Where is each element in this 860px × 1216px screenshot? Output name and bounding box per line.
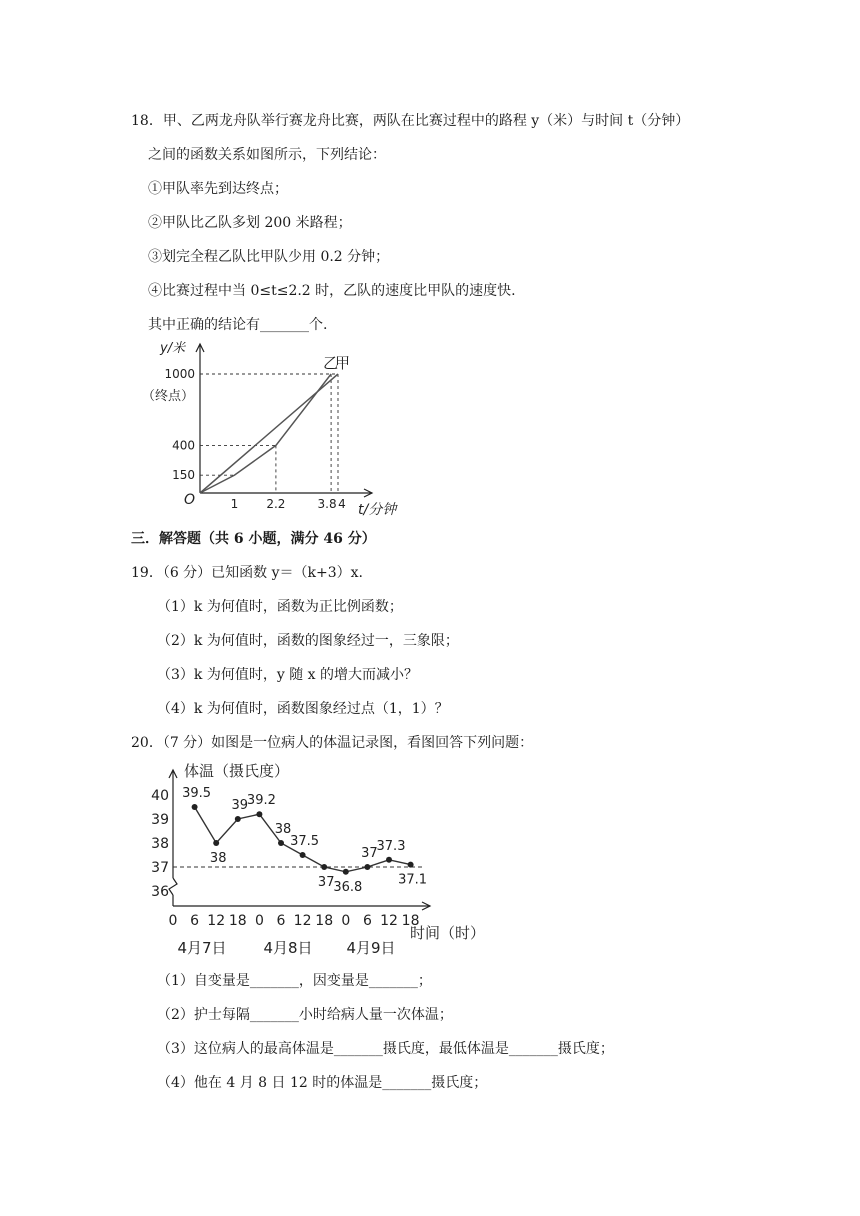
q19-part-4: （4）k 为何值时，函数图象经过点（1，1）？ [157, 701, 449, 717]
series-jia-label: 甲 [335, 354, 351, 372]
y-tick-label: 37 [151, 860, 169, 876]
q19-part-2: （2）k 为何值时，函数的图象经过一，三象限； [157, 633, 459, 649]
x-tick-label: 18 [228, 913, 247, 929]
y-axis-note: （终点） [142, 389, 195, 404]
data-point [235, 816, 241, 822]
q20-part-3: （3）这位病人的最高体温是_______摄氏度，最低体温是_______摄氏度； [157, 1041, 614, 1057]
q20-part-2: （2）护士每隔_______小时给病人量一次体温； [157, 1007, 453, 1023]
x-tick-label: 6 [362, 913, 372, 929]
data-label: 39.5 [182, 786, 212, 801]
x-tick-label: 12 [293, 913, 312, 929]
data-point [192, 804, 198, 810]
race-chart [140, 336, 410, 522]
x-tick-label: 12 [207, 913, 226, 929]
x-tick-label: 4 [338, 497, 346, 511]
x-tick-label: 18 [401, 913, 420, 929]
day-label: 4月7日 [177, 939, 227, 957]
y-tick-label: 400 [172, 438, 195, 453]
x-axis-label: 时间（时） [410, 924, 486, 942]
axis-break [169, 878, 177, 895]
x-tick-label: 6 [276, 913, 286, 929]
y-tick-label: 36 [151, 884, 169, 900]
q18-question: 其中正确的结论有_______个. [148, 317, 328, 333]
y-tick-label: 39 [151, 812, 169, 828]
data-point [364, 864, 370, 870]
q18-line2: 之间的函数关系如图所示，下列结论： [148, 147, 386, 163]
x-tick-label: 12 [380, 913, 398, 929]
data-label: 37.1 [398, 872, 428, 888]
data-point [256, 811, 262, 817]
q19-part-3: （3）k 为何值时，y 随 x 的增大而减小？ [157, 667, 418, 683]
x-tick-label: 2.2 [266, 497, 286, 511]
q19-part-1: （1）k 为何值时，函数为正比例函数； [157, 599, 403, 615]
data-label: 37 [361, 846, 378, 861]
y-axis-label: 体温（摄氏度） [184, 762, 290, 780]
y-tick-label: 40 [151, 788, 169, 804]
x-tick-label: 1 [230, 497, 239, 511]
day-label: 4月8日 [263, 939, 313, 957]
data-label: 36.8 [333, 879, 363, 895]
origin-label: O [184, 492, 196, 508]
q18-conclusion-3: ③划完全程乙队比甲队少用 0.2 分钟； [148, 249, 390, 265]
q18-conclusion-4: ④比赛过程中当 0≤t≤2.2 时，乙队的速度比甲队的速度快. [148, 283, 516, 299]
x-tick-label: 0 [341, 913, 351, 929]
q18-conclusion-2: ②甲队比乙队多划 200 米路程； [148, 215, 352, 231]
data-label: 37.5 [290, 834, 320, 849]
y-tick-label: 1000 [164, 367, 195, 381]
q19-stem: 19．（6 分）已知函数 y＝（k+3）x. [131, 565, 363, 581]
x-tick-label: 0 [254, 913, 264, 929]
q20-part-4: （4）他在 4 月 8 日 12 时的体温是_______摄氏度； [157, 1075, 488, 1091]
data-label: 39 [231, 798, 249, 813]
y-tick-label: 38 [151, 836, 169, 852]
q18-conclusion-1: ①甲队率先到达终点； [148, 181, 288, 197]
data-label: 37 [317, 875, 335, 890]
y-tick-label: 150 [172, 468, 195, 483]
data-point [213, 840, 219, 846]
x-tick-label: 3.8 [317, 497, 337, 511]
data-label: 38 [209, 851, 227, 866]
data-label: 37.3 [376, 838, 406, 854]
x-tick-label: 6 [190, 913, 200, 929]
series-yi-label: 乙 [323, 354, 339, 372]
data-point [321, 864, 327, 870]
q18-line1: 18．甲、乙两龙舟队举行赛龙舟比赛，两队在比赛过程中的路程 y（米）与时间 t（分钟） [131, 113, 690, 129]
data-point [300, 852, 306, 858]
temperature-chart [140, 756, 510, 962]
data-label: 38 [274, 822, 292, 837]
x-axis-label: t/分钟 [358, 502, 397, 518]
x-tick-label: 18 [315, 913, 334, 929]
y-axis-label: y/米 [160, 341, 186, 356]
section-3-heading: 三．解答题（共 6 小题，满分 46 分） [131, 531, 376, 547]
data-label: 39.2 [246, 793, 276, 809]
data-point [278, 840, 284, 846]
day-label: 4月9日 [346, 939, 396, 957]
data-point [343, 869, 349, 875]
q20-part-1: （1）自变量是_______，因变量是_______； [157, 973, 432, 989]
data-point [408, 862, 414, 868]
origin-label: 0 [168, 913, 178, 929]
series-jia-line [200, 374, 338, 493]
data-point [386, 857, 392, 863]
q20-stem: 20．（7 分）如图是一位病人的体温记录图，看图回答下列问题： [131, 735, 534, 751]
